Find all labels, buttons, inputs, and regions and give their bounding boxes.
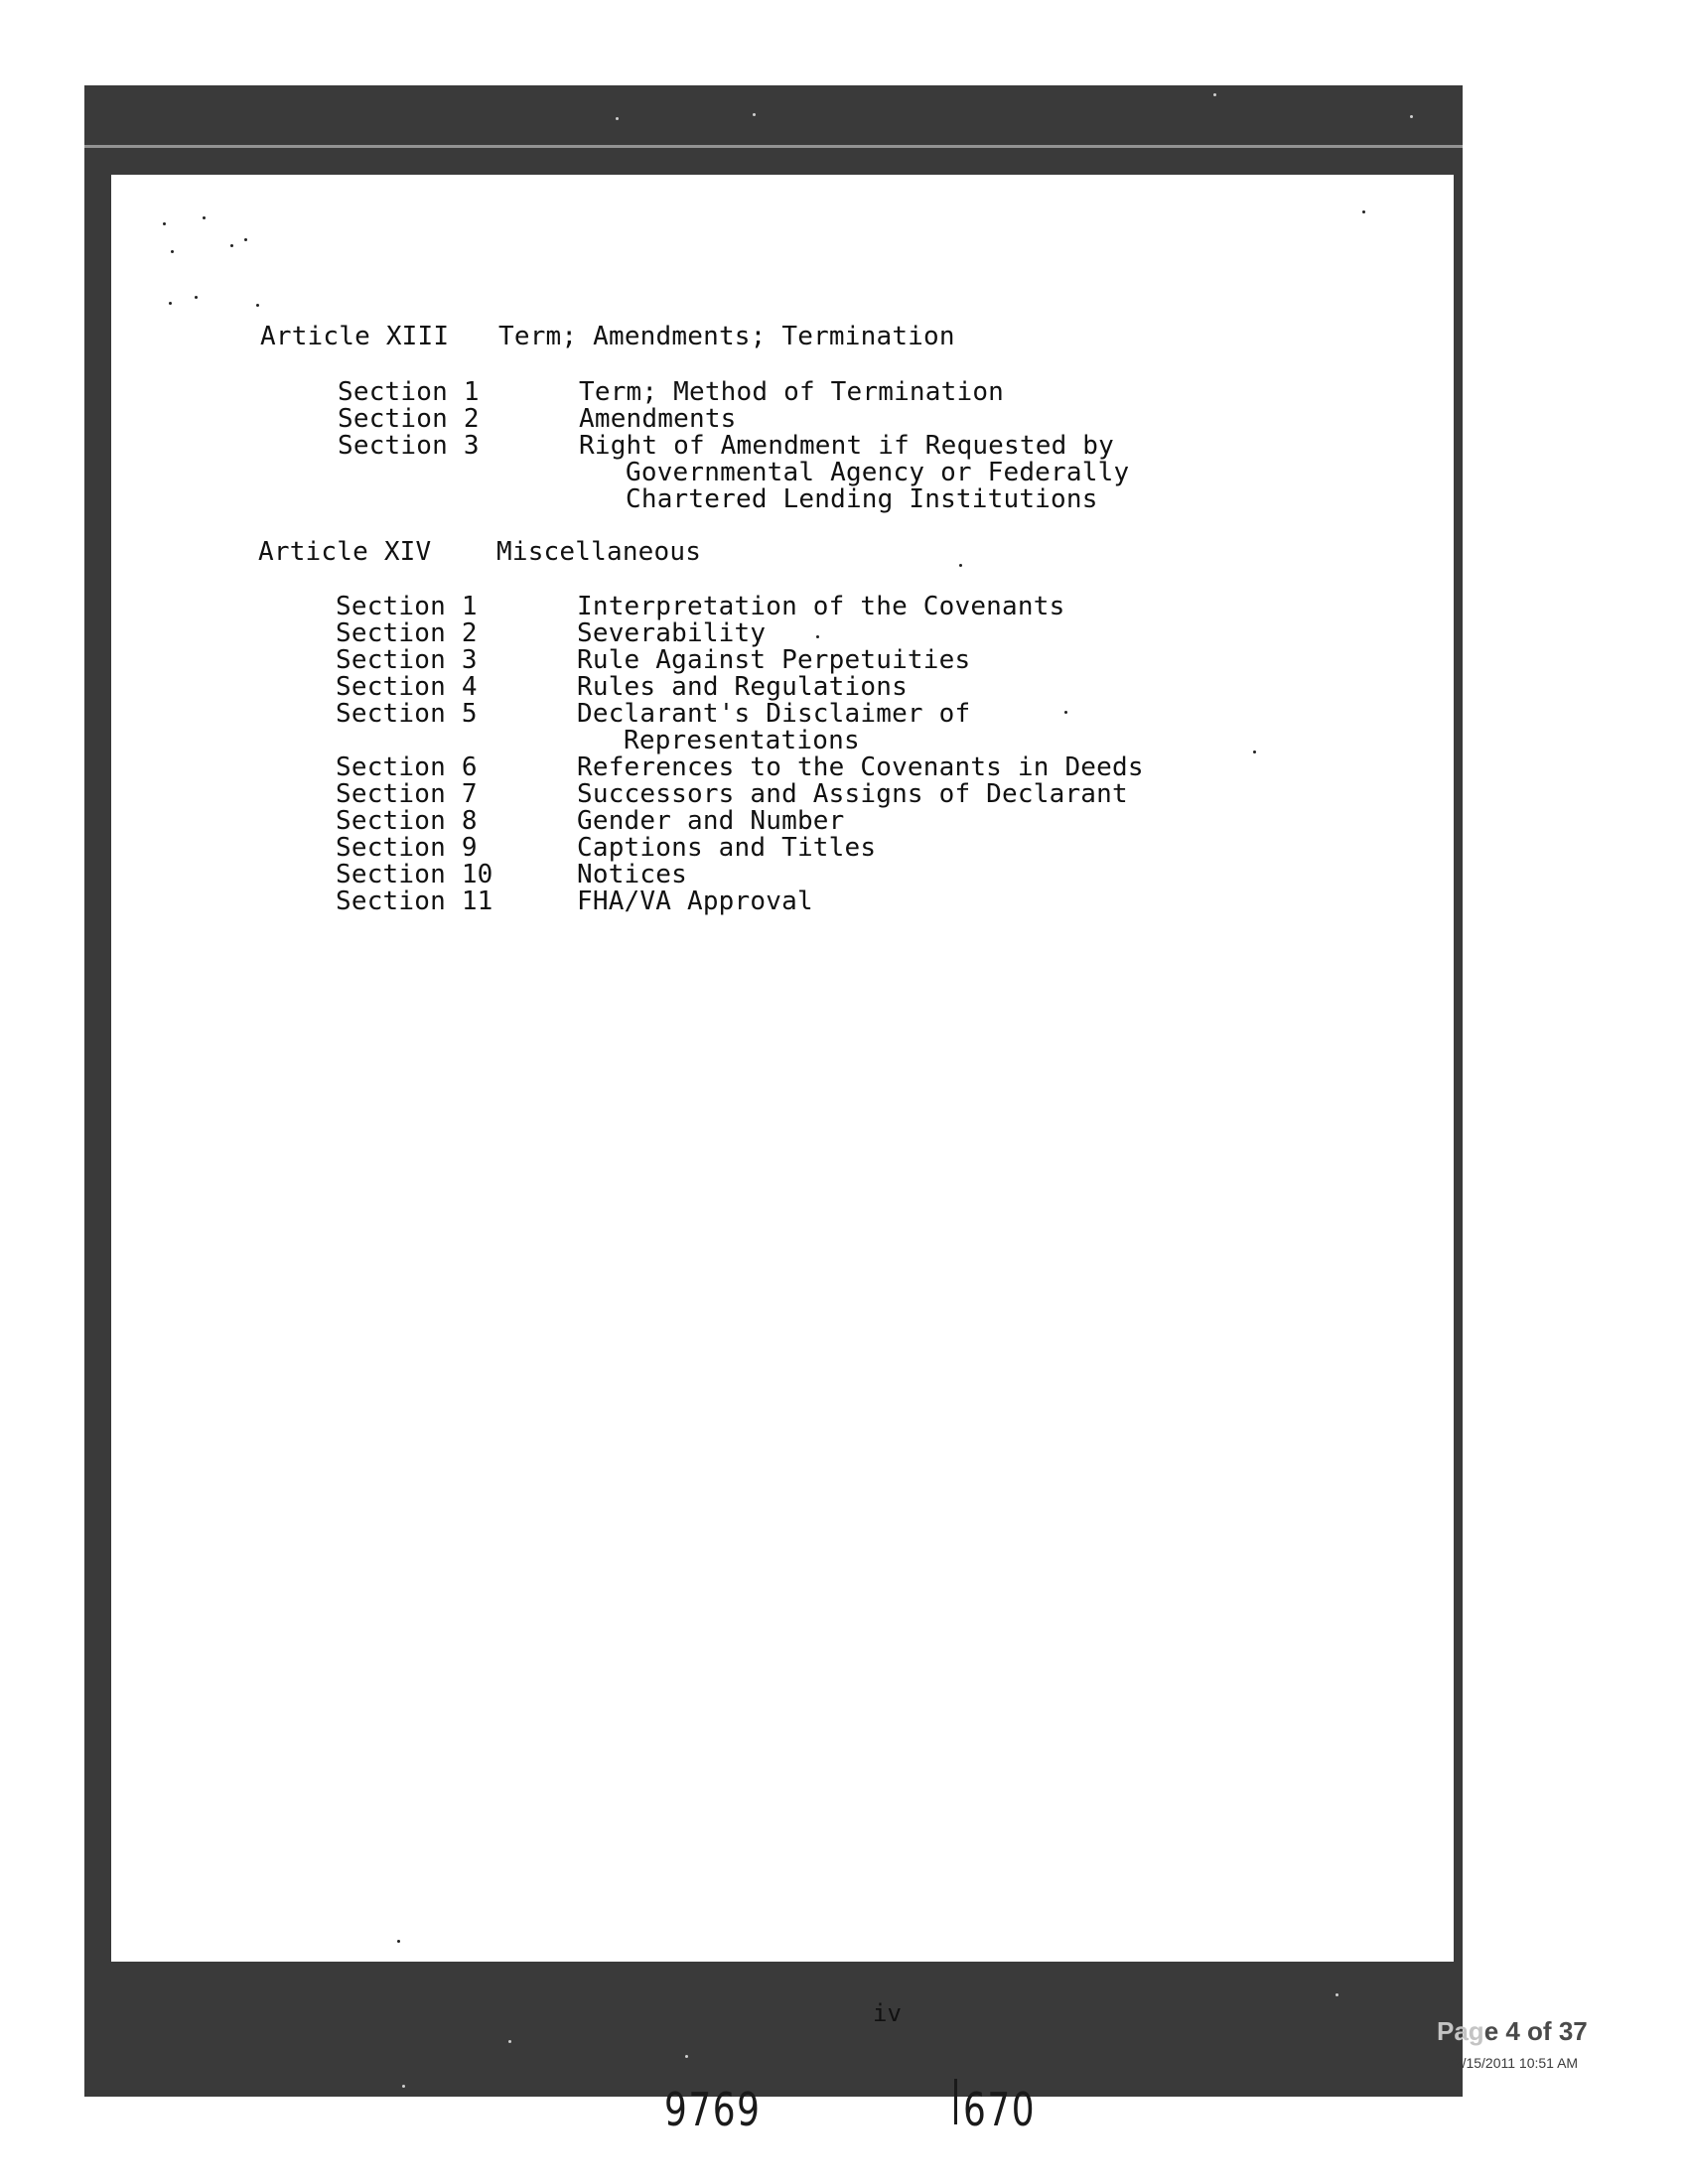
- scan-band-line: [84, 145, 1463, 148]
- toc-article-title: Term; Amendments; Termination: [498, 322, 955, 351]
- scan-speck: [195, 296, 198, 299]
- toc-section-title: Rule Against Perpetuities: [577, 645, 971, 675]
- scan-speck: [169, 302, 172, 305]
- toc-section-number: Section 5: [336, 699, 478, 729]
- toc-section-title: Severability: [577, 618, 767, 648]
- toc-section-title: FHA/VA Approval: [577, 887, 813, 916]
- toc-section-number: Section 7: [336, 779, 478, 809]
- toc-section-number: Section 2: [338, 404, 480, 434]
- toc-section-title: Gender and Number: [577, 806, 845, 836]
- toc-article-title: Miscellaneous: [496, 537, 702, 567]
- scan-speck: [508, 2040, 511, 2043]
- toc-section-title: Successors and Assigns of Declarant: [577, 779, 1128, 809]
- scan-speck: [959, 564, 962, 567]
- scan-speck: [1213, 93, 1216, 96]
- toc-section-title: Rules and Regulations: [577, 672, 908, 702]
- scan-speck: [1336, 1993, 1338, 1996]
- recording-page-number: 670: [963, 2083, 1037, 2136]
- toc-article-number: Article XIV: [258, 537, 432, 567]
- scan-speck: [163, 222, 166, 225]
- toc-section-title: Amendments: [579, 404, 737, 434]
- scan-speck: [397, 1940, 400, 1943]
- toc-section-title: Notices: [577, 860, 687, 889]
- toc-section-title-continued: Governmental Agency or Federally: [626, 458, 1130, 487]
- scan-speck: [244, 238, 247, 241]
- page-counter-prefix: Pag: [1437, 2016, 1484, 2046]
- toc-section-title-continued: Chartered Lending Institutions: [626, 484, 1098, 514]
- scan-speck: [402, 2085, 405, 2088]
- scan-speck: [171, 250, 174, 253]
- scan-speck: [816, 635, 819, 638]
- page-counter-suffix: e 4 of 37: [1483, 2016, 1588, 2046]
- scan-speck: [1410, 115, 1413, 118]
- toc-section-title: Declarant's Disclaimer of: [577, 699, 971, 729]
- scan-speck: [1362, 210, 1365, 213]
- scan-speck: [753, 113, 756, 116]
- toc-section-title: Right of Amendment if Requested by: [579, 431, 1115, 461]
- toc-section-number: Section 1: [338, 377, 480, 407]
- toc-section-number: Section 8: [336, 806, 478, 836]
- viewer-page-counter: [1437, 2016, 1588, 2047]
- viewer-timestamp: 02/15/2011 10:51 AM: [1447, 2055, 1579, 2071]
- scan-speck: [203, 216, 206, 219]
- scan-speck: [256, 304, 259, 307]
- toc-section-number: Section 11: [336, 887, 493, 916]
- scan-speck: [230, 244, 233, 247]
- toc-section-title: Interpretation of the Covenants: [577, 592, 1065, 621]
- toc-section-number: Section 3: [336, 645, 478, 675]
- toc-section-number: Section 10: [336, 860, 493, 889]
- scan-speck: [1253, 751, 1256, 753]
- toc-section-number: Section 1: [336, 592, 478, 621]
- toc-section-title-continued: Representations: [624, 726, 860, 755]
- toc-section-title: Captions and Titles: [577, 833, 877, 863]
- toc-section-title: References to the Covenants in Deeds: [577, 752, 1144, 782]
- page-number: iv: [873, 1999, 902, 2027]
- toc-section-number: Section 6: [336, 752, 478, 782]
- toc-article-number: Article XIII: [260, 322, 450, 351]
- toc-section-number: Section 2: [336, 618, 478, 648]
- scan-speck: [1064, 711, 1067, 714]
- toc-section-number: Section 3: [338, 431, 480, 461]
- recording-book-number: 9769: [664, 2083, 762, 2136]
- toc-section-number: Section 4: [336, 672, 478, 702]
- toc-section-number: Section 9: [336, 833, 478, 863]
- toc-section-title: Term; Method of Termination: [579, 377, 1005, 407]
- scan-speck: [616, 117, 619, 120]
- document-page: [111, 175, 1454, 2136]
- scan-speck: [685, 2055, 688, 2058]
- stamp-separator: [954, 2079, 957, 2124]
